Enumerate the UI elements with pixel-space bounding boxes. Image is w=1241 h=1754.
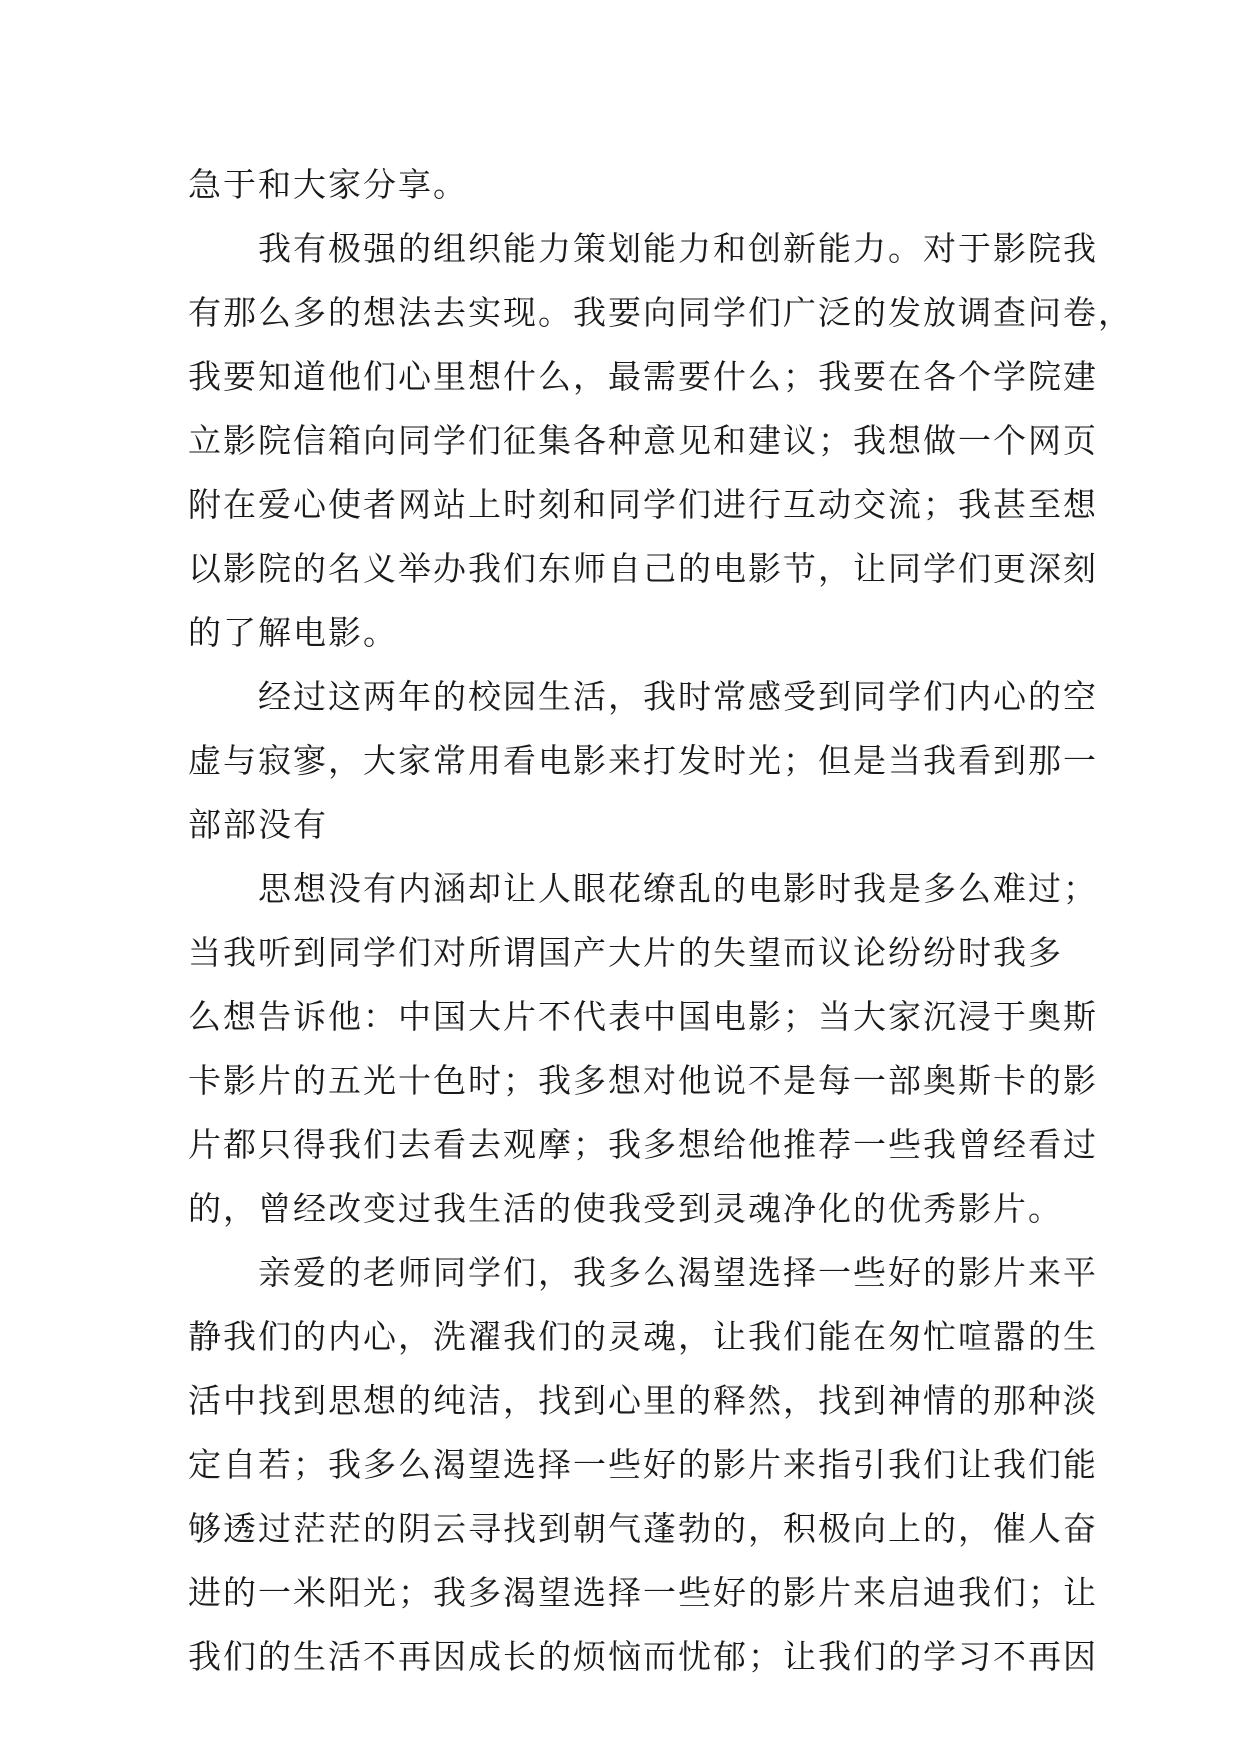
text-line: 我要知道他们心里想什么，最需要什么；我要在各个学院建 — [188, 357, 1098, 396]
text-line: 急于和大家分享。 — [188, 165, 468, 204]
text-line: 以影院的名义举办我们东师自己的电影节，让同学们更深刻 — [188, 549, 1098, 588]
text-line: 有那么多的想法去实现。我要向同学们广泛的发放调查问卷， — [188, 293, 1133, 332]
text-line: 定自若；我多么渴望选择一些好的影片来指引我们让我们能 — [188, 1445, 1098, 1484]
text-line: 当我听到同学们对所谓国产大片的失望而议论纷纷时我多 — [188, 933, 1063, 972]
text-line: 我有极强的组织能力策划能力和创新能力。对于影院我 — [258, 229, 1098, 268]
text-line: 我们的生活不再因成长的烦恼而忧郁；让我们的学习不再因 — [188, 1637, 1098, 1676]
text-line: 么想告诉他：中国大片不代表中国电影；当大家沉浸于奥斯 — [188, 997, 1098, 1036]
text-line: 活中找到思想的纯洁，找到心里的释然，找到神情的那种淡 — [188, 1381, 1098, 1420]
text-line: 的，曾经改变过我生活的使我受到灵魂净化的优秀影片。 — [188, 1189, 1063, 1228]
text-line: 经过这两年的校园生活，我时常感受到同学们内心的空 — [258, 677, 1098, 716]
text-line: 立影院信箱向同学们征集各种意见和建议；我想做一个网页 — [188, 421, 1098, 460]
text-line: 卡影片的五光十色时；我多想对他说不是每一部奥斯卡的影 — [188, 1061, 1098, 1100]
text-line: 静我们的内心，洗濯我们的灵魂，让我们能在匆忙喧嚣的生 — [188, 1317, 1098, 1356]
text-line: 附在爱心使者网站上时刻和同学们进行互动交流；我甚至想 — [188, 485, 1098, 524]
text-line: 部部没有 — [188, 805, 328, 844]
text-line: 亲爱的老师同学们，我多么渴望选择一些好的影片来平 — [258, 1253, 1098, 1292]
body-text — [188, 153, 1133, 1689]
text-line: 思想没有内涵却让人眼花缭乱的电影时我是多么难过； — [258, 869, 1098, 908]
text-line: 够透过茫茫的阴云寻找到朝气蓬勃的，积极向上的，催人奋 — [188, 1509, 1098, 1548]
text-line: 虚与寂寥，大家常用看电影来打发时光；但是当我看到那一 — [188, 741, 1098, 780]
text-line: 片都只得我们去看去观摩；我多想给他推荐一些我曾经看过 — [188, 1125, 1098, 1164]
text-line: 进的一米阳光；我多渴望选择一些好的影片来启迪我们；让 — [188, 1573, 1098, 1612]
text-line: 的了解电影。 — [188, 613, 398, 652]
